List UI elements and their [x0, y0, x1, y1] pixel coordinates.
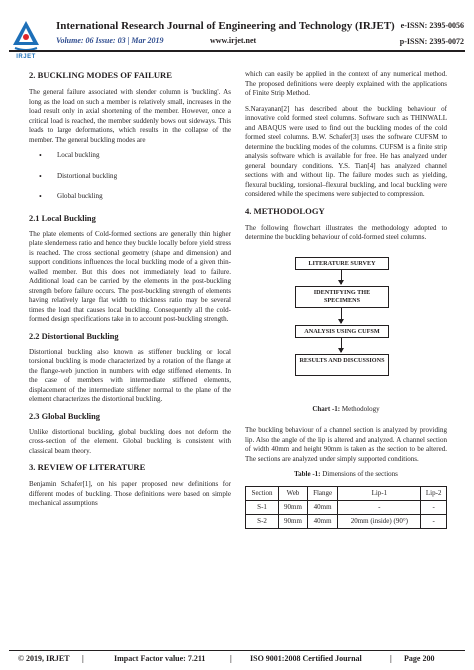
journal-website-link[interactable]: www.irjet.net — [210, 36, 257, 45]
dimensions-table — [245, 486, 447, 529]
table-cell: S-1 — [246, 500, 279, 514]
journal-title: International Research Journal of Engineering and Technology (IRJET) — [56, 20, 395, 32]
table-header-cell: Flange — [307, 486, 337, 500]
paragraph-review: Benjamin Schafer[1], on his paper proposed new definitions for different modes of buckling. Those definitions were based on simple mechanical assumptions — [29, 480, 231, 507]
table-caption — [245, 470, 447, 480]
table-cell: S-2 — [246, 514, 279, 528]
flow-step-analysis-cufsm: ANALYSIS USING CUFSM — [295, 325, 389, 338]
methodology-flowchart — [245, 249, 447, 401]
chart-caption — [245, 405, 447, 415]
paragraph-global-buckling: Unlike distortional buckling, global buckling does not deform the cross-section of the element. Global buckling is consistent with classical beam theory. — [29, 427, 231, 455]
footer-separator: | — [390, 654, 392, 663]
footer-rule — [9, 650, 465, 651]
table-header-cell: Section — [246, 486, 279, 500]
paragraph-methodology: The following flowchart illustrates the methodology adopted to determine the buckling behaviour of cold-formed steel columns. — [245, 223, 447, 241]
left-column — [29, 70, 231, 515]
heading-review: 3. REVIEW OF LITERATURE — [29, 462, 146, 472]
flow-arrow-icon — [341, 308, 342, 323]
heading-distortional-buckling: 2.2 Distortional Buckling — [29, 331, 119, 341]
table-cell: 40mm — [307, 514, 337, 528]
paragraph-channel-behaviour: The buckling behaviour of a channel section is analyzed by providing lip. Also the angle of the lip is altered and analyzed. A channel section of width 40mm and height 90mm is taken as the section to be altered. The sections are analyzed under simply supported conditions. — [245, 426, 447, 463]
flow-step-results-discussions: RESULTS AND DISCUSSIONS — [295, 354, 389, 376]
footer-separator: | — [82, 654, 84, 663]
flow-arrow-icon — [341, 338, 342, 352]
table-row — [246, 500, 447, 514]
heading-global-buckling: 2.3 Global Buckling — [29, 411, 100, 421]
heading-local-buckling: 2.1 Local Buckling — [29, 213, 96, 223]
paragraph-local-buckling: The plate elements of Cold-formed sections are generally thin higher plate slenderness ratio and hence they buckle locally before yield stress is reached. The cross sectional geometry (shape and dimension) and support conditions influences the local buckling mode of a given thin-walled member. But this does not immediately lead to failure. Additional load can be carried by the elements in the post-buckling strength before failure occurs. The post-buckling strength of elements having relatively large flat width to thickness ratio may be several times the load that causes local buckling. Consequently all the cold-formed design specifications take in to account post-buckling strength. — [29, 229, 231, 323]
chart-caption-text: Methodology — [340, 404, 380, 413]
buckling-modes-list — [29, 151, 231, 202]
heading-methodology: 4. METHODOLOGY — [245, 205, 325, 216]
irjet-logo-icon — [9, 19, 43, 53]
paragraph-distortional-buckling: Distortional buckling also known as stiffener buckling or local torsional buckling is mode characterized by a rotation of the flange at the flange-web junction in numbers with edge stiffened elements. In the case of members with intermediate stiffened elements, displacement of the intermediate stiffener normal to the plane of the element characterizes the distortional buckling. — [29, 347, 231, 403]
table-caption-text: Dimensions of the sections — [320, 470, 398, 478]
footer-iso: ISO 9001:2008 Certified Journal — [250, 654, 362, 663]
table-cell: 40mm — [307, 500, 337, 514]
flow-step-identifying-specimens: IDENTIFYING THE SPECIMENS — [295, 286, 389, 308]
table-cell: - — [421, 514, 447, 528]
volume-info: Volume: 06 Issue: 03 | Mar 2019 — [56, 36, 164, 45]
table-header-cell: Web — [279, 486, 308, 500]
heading-buckling-modes: 2. BUCKLING MODES OF FAILURE — [29, 70, 173, 80]
table-cell: - — [338, 500, 421, 514]
right-column — [245, 70, 447, 529]
table-header-cell: Lip-2 — [421, 486, 447, 500]
logo-text: IRJET — [16, 54, 36, 60]
table-row — [246, 514, 447, 528]
table-header-row — [246, 486, 447, 500]
table-cell: 20mm (inside) (90°) — [338, 514, 421, 528]
table-cell: 90mm — [279, 514, 308, 528]
flow-step-literature-survey: LITERATURE SURVEY — [295, 257, 389, 270]
paragraph-buckling-modes: The general failure associated with slender column is 'buckling'. As long as the load on such a member is relatively small, increases in the load result only in axial shortening of the member. However, once a critical load is reached, the member suddenly bows out sideways. This leads to large deformations, which results in the collapse of the member. The general buckling modes are — [29, 88, 231, 144]
list-item: • Local buckling — [29, 151, 231, 161]
footer-impact-factor: Impact Factor value: 7.211 — [114, 654, 206, 663]
chart-caption-label: Chart -1: — [312, 404, 341, 413]
footer-page-number: Page 200 — [404, 654, 435, 663]
table-cell: 90mm — [279, 500, 308, 514]
paragraph-review-continued: which can easily be applied in the context of any numerical method. The proposed definitions were deeply explained with the applications of Finite Strip Method. — [245, 70, 447, 97]
page-header — [0, 0, 474, 70]
table-caption-label: Table -1: — [294, 470, 321, 478]
list-item: • Distortional buckling — [29, 172, 231, 182]
table-cell: - — [421, 500, 447, 514]
pissn: p-ISSN: 2395-0072 — [399, 37, 464, 46]
footer-separator: | — [230, 654, 232, 663]
eissn: e-ISSN: 2395-0056 — [400, 21, 464, 30]
paragraph-literature: S.Narayanan[2] has described about the buckling behaviour of innovative cold formed steel columns. Software such as THINWALL and ABAQUS were used to find out the buckling modes of the cold formed steel columns. B.W. Schafer[3] uses the software CUFSM to determine the buckling modes of the columns. CUFSM is a finite strip analysis software which is available for free. He has analyzed under general boundary conditions. Y.S. Tian[4] has analyzed channel sections with and without lip. The failure modes such as yielding, flexural buckling, torsional–flexural buckling, and local buckling were considered while the specimens were subjected to compression. — [245, 104, 447, 198]
list-item: • Global buckling — [29, 192, 231, 202]
footer-copyright: © 2019, IRJET — [18, 654, 70, 663]
journal-subline — [56, 36, 257, 45]
header-rule — [9, 50, 465, 52]
flow-arrow-icon — [341, 270, 342, 284]
table-header-cell: Lip-1 — [338, 486, 421, 500]
